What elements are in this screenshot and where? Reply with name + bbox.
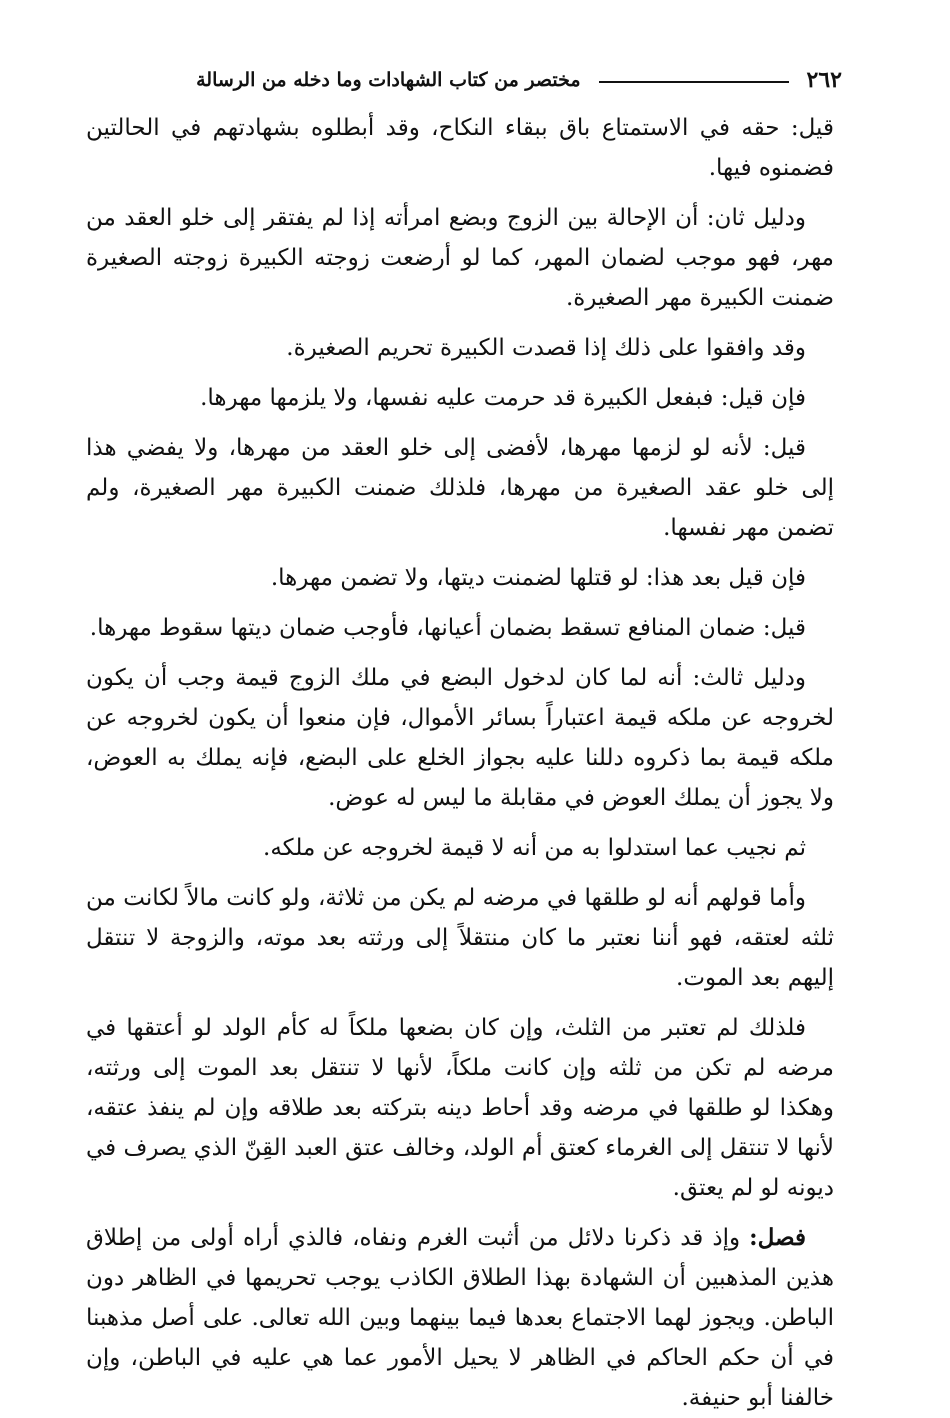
paragraph-text: وإذ قد ذكرنا دلائل من أثبت الغرم ونفاه، فالذي أراه أولى من إطلاق هذين المذهبين أن الشهادة بهذا الطلاق الكاذب يوجب تحريمها في الظاهر دون الباطن. ويجوز لهما الاجتماع بعدها فيما بينهما وبين الله تعالى. على أصل مذهبنا في أن حكم الحاكم في الظاهر لا يحيل الأمور عما هي عليه في الباطن، وإن خالفنا أبو حنيفة. xyxy=(86,1225,834,1411)
paragraph xyxy=(86,108,834,188)
page-number: ٢٦٢ xyxy=(806,67,842,93)
paragraph-text: فإن قيل: فبفعل الكبيرة قد حرمت عليه نفسها، ولا يلزمها مهرها. xyxy=(200,385,806,411)
paragraph xyxy=(86,608,834,648)
section-heading-fasl: فصل: xyxy=(749,1224,806,1251)
paragraph xyxy=(86,828,834,868)
paragraph xyxy=(86,328,834,368)
paragraph xyxy=(86,658,834,818)
page-body xyxy=(86,108,834,1411)
paragraph xyxy=(86,378,834,418)
paragraph-text: ودليل ثالث: أنه لما كان لدخول البضع في ملك الزوج قيمة وجب أن يكون لخروجه عن ملكه قيمة اعتباراً بسائر الأموال، فإن منعوا أن يكون لخروجه عن ملكه قيمة بما ذكروه دللنا عليه بجواز الخلع على البضع، فإنه يملك به العوض، ولا يجوز أن يملك العوض في مقابلة ما ليس له عوض. xyxy=(86,665,834,811)
paragraph-text: فلذلك لم تعتبر من الثلث، وإن كان بضعها ملكاً له كأم الولد لو أعتقها في مرضه لم تكن من ثلثه وإن كانت ملكاً، لأنها لا تنتقل بعد الموت إلى ورثته، وهكذا لو طلقها في مرضه وقد أحاط دينه بتركته بعد طلاقه وإن لم ينفذ عتقه، لأنها لا تنتقل إلى الغرماء كعتق أم الولد، وخالف عتق العبد القِنّ الذي يصرف في ديونه لو لم يعتق. xyxy=(86,1015,834,1201)
paragraph-text: ثم نجيب عما استدلوا به من أنه لا قيمة لخروجه عن ملكه. xyxy=(263,835,806,861)
running-title: مختصر من كتاب الشهادات وما دخله من الرسالة xyxy=(196,69,581,91)
paragraph-text: وقد وافقوا على ذلك إذا قصدت الكبيرة تحريم الصغيرة. xyxy=(286,335,806,361)
paragraph xyxy=(86,1008,834,1208)
paragraph xyxy=(86,558,834,598)
paragraph-text: ودليل ثان: أن الإحالة بين الزوج وبضع امرأته إذا لم يفتقر إلى خلو العقد من مهر، فهو موجب لضمان المهر، كما لو أرضعت زوجته الكبيرة زوجته الصغيرة ضمنت الكبيرة مهر الصغيرة. xyxy=(86,205,834,311)
paragraph-text: قيل: لأنه لو لزمها مهرها، لأفضى إلى خلو العقد من مهرها، ولا يفضي هذا إلى خلو عقد الصغيرة من مهرها، فلذلك ضمنت الكبيرة مهر الصغيرة، ولم تضمن مهر نفسها. xyxy=(86,435,834,541)
paragraph-text: قيل: حقه في الاستمتاع باق ببقاء النكاح، وقد أبطلوه بشهادتهم في الحالتين فضمنوه فيها. xyxy=(86,115,834,181)
paragraph-text: قيل: ضمان المنافع تسقط بضمان أعيانها، فأوجب ضمان ديتها سقوط مهرها. xyxy=(89,615,806,641)
paragraph-text: وأما قولهم أنه لو طلقها في مرضه لم يكن من ثلاثة، ولو كانت مالاً لكانت من ثلثه لعتقه، فهو أننا نعتبر ما كان منتقلاً إلى ورثته بعد موته، والزوجة لا تنتقل إليهم بعد الموت. xyxy=(86,885,834,991)
paragraph-fasl xyxy=(86,1218,834,1418)
page-header xyxy=(90,62,842,98)
header-rule xyxy=(599,81,789,83)
paragraph xyxy=(86,428,834,548)
paragraph xyxy=(86,878,834,998)
paragraph xyxy=(86,198,834,318)
paragraph-text: فإن قيل بعد هذا: لو قتلها لضمنت ديتها، ولا تضمن مهرها. xyxy=(270,565,806,591)
